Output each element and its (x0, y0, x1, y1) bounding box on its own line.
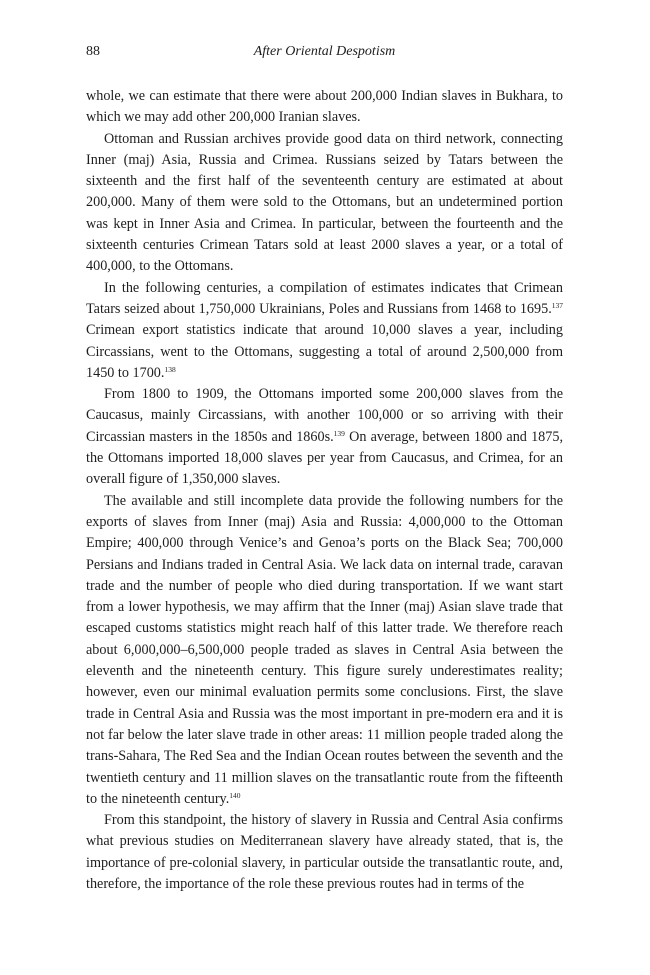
running-title: After Oriental Despotism (253, 44, 396, 59)
paragraph (86, 86, 563, 129)
page-number: 88 (86, 44, 100, 59)
paragraph-text: Ottoman and Russian archives provide good data on third network, connecting Inner (maj) Asia, Russia and Crimea. Russians seized by Tatars between the sixteenth and the first half of the seventeenth century are estimated at about 200,000. Many of them were sold to the Ottomans, but an undetermined portion was kept in Inner Asia and Crimea. In particular, between the fourteenth and the sixteenth centuries Crimean Tatars sold at least 2000 slaves a year, or a total of 400,000, to the Ottomans. (86, 130, 563, 275)
footnote-ref: 139 (333, 428, 345, 438)
paragraph-text: The available and still incomplete data provide the following numbers for the exports of slaves from Inner (maj) Asia and Russia: 4,000,000 to the Ottoman Empire; 400,000 through Venice’s and Genoa’s ports on the Black Sea; 700,000 Persians and Indians traded in Central Asia. We lack data on internal trade, caravan trade and the number of people who died during transportation. If we want start from a lower hypothesis, we may affirm that the Inner (maj) Asian slave trade that escaped customs statistics might reach half of this latter trade. We therefore reach about 6,000,000–6,500,000 people traded as slaves in Central Asia between the eleventh and the nineteenth century. This figure surely underestimates reality; however, even our minimal evaluation permits some conclusions. First, the slave trade in Central Asia and Russia was the most important in pre-modern era and it is not far below the later slave trade in other areas: 11 million people traded along the trans-Sahara, The Red Sea and the Indian Ocean routes between the seventh and the twentieth century and 11 million slaves on the transatlantic route from the fifteenth to the nineteenth century. (86, 492, 563, 807)
footnote-ref: 137 (551, 300, 563, 310)
page-header (86, 44, 563, 64)
body-text (86, 86, 563, 895)
paragraph-text: From this standpoint, the history of slavery in Russia and Central Asia confirms what previous studies on Mediterranean slavery have already stated, that is, the importance of pre-colonial slavery, in particular outside the transatlantic route, and, therefore, the importance of the role these previous routes had in terms of the (86, 812, 563, 892)
paragraph (86, 491, 563, 810)
footnote-ref: 140 (229, 790, 241, 800)
paragraph-text: Crimean export statistics indicate that around 10,000 slaves a year, including Circassians, went to the Ottomans, suggesting a total of around 2,500,000 from 1450 to 1700. (86, 322, 563, 381)
paragraph-text: In the following centuries, a compilation of estimates indicates that Crimean Tatars seized about 1,750,000 Ukrainians, Poles and Russians from 1468 to 1695. (86, 279, 563, 317)
paragraph (86, 384, 563, 490)
paragraph (86, 129, 563, 278)
paragraph (86, 810, 563, 895)
paragraph-text: On average, between 1800 and 1875, the Ottomans imported 18,000 slaves per year from Caucasus, and Crimea, for an overall figure of 1,350,000 slaves. (86, 428, 563, 488)
paragraph (86, 278, 563, 384)
footnote-ref: 138 (164, 364, 176, 374)
paragraph-text: whole, we can estimate that there were about 200,000 Indian slaves in Bukhara, to which we may add other 200,000 Iranian slaves. (86, 88, 563, 126)
paragraph-text: From 1800 to 1909, the Ottomans imported some 200,000 slaves from the Caucasus, mainly Circassians, with another 100,000 or so arriving with their Circassian masters in the 1850s and 1860s. (86, 386, 563, 445)
